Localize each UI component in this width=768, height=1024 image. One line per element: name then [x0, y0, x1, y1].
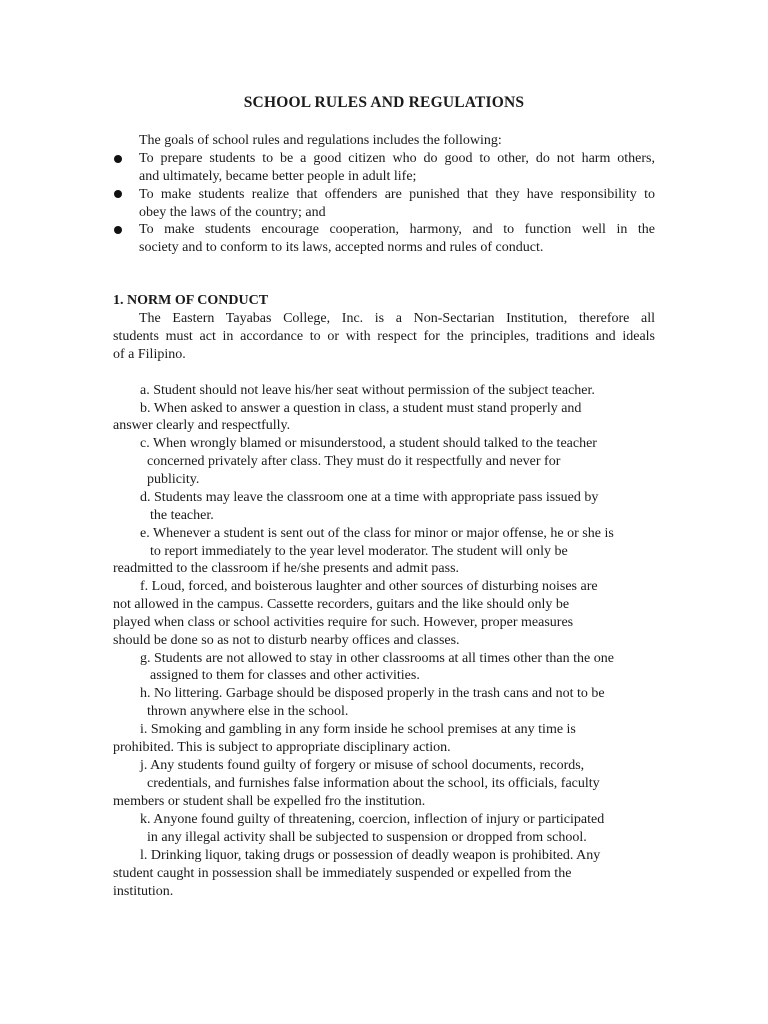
- rule-f-line3: played when class or school activities require for such. However, proper measures: [113, 615, 574, 630]
- bullet-icon: [114, 226, 122, 234]
- rule-l-line2: student caught in possession shall be immediately suspended or expelled from the: [113, 866, 572, 881]
- rule-c-line2: concerned privately after class. They must do it respectfully and never for: [147, 454, 561, 469]
- rule-e-line2: to report immediately to the year level moderator. The student will only be: [150, 544, 568, 559]
- goal-item-2-line2: obey the laws of the country; and: [139, 205, 326, 220]
- rule-f-line1: f. Loud, forced, and boisterous laughter and other sources of disturbing noises are: [140, 579, 598, 594]
- rule-j-line1: j. Any students found guilty of forgery or misuse of school documents, records,: [140, 758, 585, 773]
- rule-l-line1: l. Drinking liquor, taking drugs or possession of deadly weapon is prohibited. Any: [140, 848, 601, 863]
- rule-a-line1: a. Student should not leave his/her seat without permission of the subject teacher.: [140, 383, 595, 398]
- rule-d-line2: the teacher.: [150, 508, 214, 523]
- goal-item-1-line1: To prepare students to be a good citizen who do good to other, do not harm others,: [139, 151, 655, 166]
- rule-c-line1: c. When wrongly blamed or misunderstood, a student should talked to the teacher: [140, 436, 597, 451]
- section-heading: 1. NORM OF CONDUCT: [113, 293, 269, 308]
- rule-l-line3: institution.: [113, 884, 174, 899]
- bullet-icon: [114, 190, 122, 198]
- goal-item-2-line1: To make students realize that offenders are punished that they have responsibility to: [139, 187, 655, 202]
- rule-f-line2: not allowed in the campus. Cassette recorders, guitars and the like should only be: [113, 597, 570, 612]
- rule-c-line3: publicity.: [147, 472, 200, 487]
- rule-g-line1: g. Students are not allowed to stay in other classrooms at all times other than the one: [140, 651, 614, 666]
- goals-intro: The goals of school rules and regulations includes the following:: [139, 133, 502, 148]
- rule-k-line2: in any illegal activity shall be subjected to suspension or dropped from school.: [147, 830, 587, 845]
- rule-d-line1: d. Students may leave the classroom one at a time with appropriate pass issued by: [140, 490, 599, 505]
- goal-item-3-line1: To make students encourage cooperation, harmony, and to function well in the: [139, 222, 655, 237]
- goal-item-1-line2: and ultimately, became better people in adult life;: [139, 169, 417, 184]
- rule-k-line1: k. Anyone found guilty of threatening, coercion, inflection of injury or participated: [140, 812, 605, 827]
- rule-h-line1: h. No littering. Garbage should be disposed properly in the trash cans and not to be: [140, 686, 605, 701]
- rule-j-line3: members or student shall be expelled fro the institution.: [113, 794, 426, 809]
- bullet-icon: [114, 155, 122, 163]
- rule-b-line2: answer clearly and respectfully.: [113, 418, 291, 433]
- rule-g-line2: assigned to them for classes and other activities.: [150, 668, 420, 683]
- section-paragraph-line2: students must act in accordance to or with respect for the principles, traditions and ideals: [113, 329, 655, 344]
- rule-j-line2: credentials, and furnishes false information about the school, its officials, faculty: [147, 776, 600, 791]
- rule-e-line3: readmitted to the classroom if he/she presents and admit pass.: [113, 561, 460, 576]
- rule-i-line1: i. Smoking and gambling in any form inside he school premises at any time is: [140, 722, 576, 737]
- section-paragraph-line3: of a Filipino.: [113, 347, 186, 362]
- rule-e-line1: e. Whenever a student is sent out of the class for minor or major offense, he or she is: [140, 526, 614, 541]
- rule-b-line1: b. When asked to answer a question in class, a student must stand properly and: [140, 401, 582, 416]
- rule-f-line4: should be done so as not to disturb nearby offices and classes.: [113, 633, 460, 648]
- rule-h-line2: thrown anywhere else in the school.: [147, 704, 349, 719]
- document-title: SCHOOL RULES AND REGULATIONS: [243, 94, 525, 111]
- section-paragraph-line1: The Eastern Tayabas College, Inc. is a Non-Sectarian Institution, therefore all: [139, 311, 655, 326]
- rule-i-line2: prohibited. This is subject to appropriate disciplinary action.: [113, 740, 451, 755]
- goal-item-3-line2: society and to conform to its laws, accepted norms and rules of conduct.: [139, 240, 544, 255]
